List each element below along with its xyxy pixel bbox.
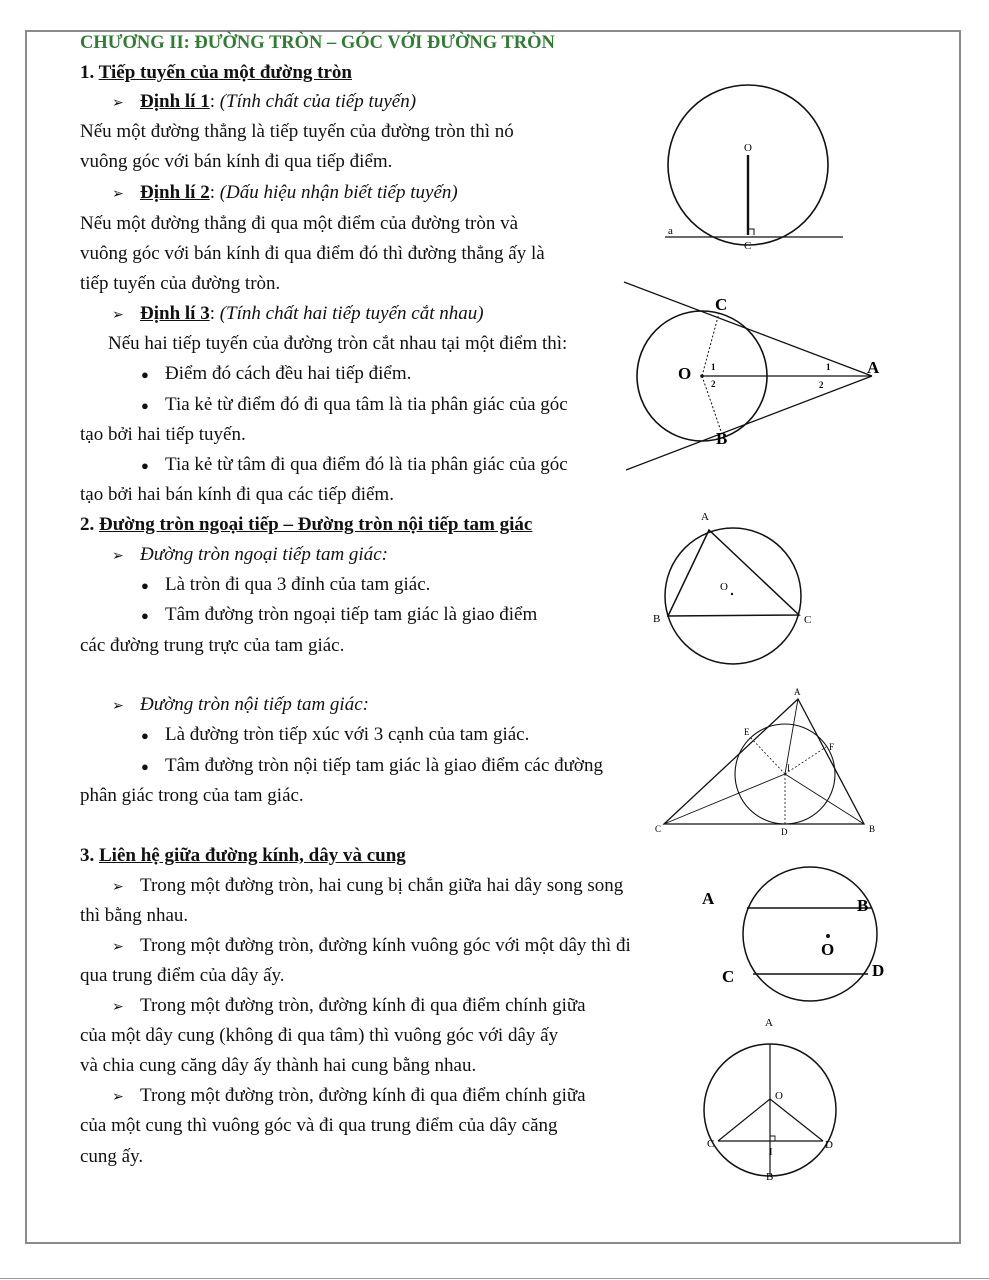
center-point	[700, 374, 704, 378]
section3-title: Liên hệ giữa đường kính, dây và cung	[99, 845, 406, 866]
section3-p1-line1: ➢ Trong một đường tròn, hai cung bị chắn giữa hai dây song song	[112, 874, 623, 900]
right-angle-mark	[770, 1136, 775, 1141]
arrow-bullet-icon: ➢	[112, 308, 124, 323]
section1-number: 1.	[80, 62, 95, 83]
theorem1-text-1: Nếu một đường thẳng là tiếp tuyến của đường tròn thì nó	[80, 121, 514, 142]
section3-p4-line3: cung ấy.	[80, 1146, 144, 1167]
angle-mark-A1: 1	[826, 362, 831, 372]
section3-p3-line1: ➢ Trong một đường tròn, đường kính đi qua điểm chính giữa	[112, 994, 586, 1020]
chapter-title: CHƯƠNG II: ĐƯỜNG TRÒN – GÓC VỚI ĐƯỜNG TRÒN	[80, 33, 555, 53]
label-C: C	[804, 614, 812, 626]
angle-mark-O2: 2	[711, 379, 716, 389]
label-A: A	[867, 358, 880, 377]
radius-OC	[718, 1099, 770, 1141]
figure-two-tangents	[620, 280, 885, 460]
page-bottom-edge	[0, 1278, 989, 1279]
section2-number: 2.	[80, 514, 95, 535]
label-I: I	[769, 1146, 773, 1158]
circle	[665, 528, 801, 664]
label-B: B	[869, 824, 876, 834]
bullet-dot-icon: ●	[141, 608, 149, 623]
section3-p4-line2: của một cung thì vuông góc và đi qua trung điểm của dây căng	[80, 1115, 558, 1136]
circumcircle-bullet-2: ● Tâm đường tròn ngoại tiếp tam giác là giao điểm	[141, 603, 537, 628]
theorem3-bullet-3-cont: tạo bởi hai bán kính đi qua các tiếp điểm.	[80, 484, 394, 505]
label-A: A	[702, 889, 715, 908]
section1-heading	[80, 61, 352, 85]
figure-parallel-chords	[690, 858, 900, 998]
bullet-dot-icon: ●	[141, 398, 149, 413]
circle	[743, 867, 877, 1001]
theorem1-line: ➢ Định lí 1: (Tính chất của tiếp tuyến)	[112, 90, 416, 116]
bisector-B	[785, 774, 864, 824]
arrow-bullet-icon: ➢	[112, 1000, 124, 1015]
circumcircle-bullet-2-cont: các đường trung trực của tam giác.	[80, 635, 345, 656]
figure-tangent-radius	[660, 95, 850, 255]
label-a: a	[668, 225, 673, 237]
theorem3-bullet-3: ● Tia kẻ từ tâm đi qua điểm đó là tia phân giác của góc	[141, 453, 568, 478]
theorem3-intro: Nếu hai tiếp tuyến của đường tròn cắt nhau tại một điểm thì:	[108, 333, 568, 354]
label-C: C	[655, 824, 662, 834]
label-O: O	[720, 581, 728, 593]
arrow-bullet-icon: ➢	[112, 940, 124, 955]
tangent-AC	[624, 282, 872, 376]
arrow-bullet-icon: ➢	[112, 699, 124, 714]
theorem3-note: (Tính chất hai tiếp tuyến cắt nhau)	[219, 303, 484, 324]
bullet-dot-icon: ●	[141, 728, 149, 743]
bullet-dot-icon: ●	[141, 458, 149, 473]
label-O: O	[744, 142, 752, 154]
theorem3-label: Định lí 3	[140, 303, 210, 324]
bullet-dot-icon: ●	[141, 367, 149, 382]
center-point	[731, 593, 733, 595]
label-O: O	[678, 364, 692, 383]
theorem3-bullet-1: ● Điểm đó cách đều hai tiếp điểm.	[141, 362, 411, 387]
radius-IE	[750, 737, 785, 774]
figure-circumcircle	[650, 505, 820, 670]
label-C: C	[707, 1138, 715, 1150]
theorem3-line: ➢ Định lí 3: (Tính chất hai tiếp tuyến cắt nhau)	[112, 302, 484, 328]
theorem3-bullet-2-cont: tạo bởi hai tiếp tuyến.	[80, 424, 246, 445]
label-C: C	[744, 240, 752, 252]
label-A: A	[701, 511, 709, 523]
theorem2-text-3: tiếp tuyến của đường tròn.	[80, 273, 281, 294]
label-A: A	[765, 1017, 773, 1029]
label-D: D	[781, 827, 788, 837]
bisector-C	[664, 774, 785, 824]
section3-p2-line1: ➢ Trong một đường tròn, đường kính vuông góc với một dây thì đi	[112, 934, 631, 960]
angle-mark-A2: 2	[819, 380, 824, 390]
section2-title: Đường tròn ngoại tiếp – Đường tròn nội tiếp tam giác	[99, 514, 533, 535]
label-C: C	[715, 295, 728, 314]
label-C: C	[722, 967, 735, 986]
label-A: A	[794, 687, 801, 697]
section2-heading	[80, 513, 532, 537]
bullet-dot-icon: ●	[141, 578, 149, 593]
section3-heading	[80, 844, 406, 868]
theorem2-line: ➢ Định lí 2: (Dấu hiệu nhận biết tiếp tuyến)	[112, 181, 458, 207]
theorem1-note: (Tính chất của tiếp tuyến)	[219, 91, 417, 112]
theorem2-text-1: Nếu một đường thẳng đi qua một điểm của đường tròn và	[80, 213, 519, 234]
theorem1-label: Định lí 1	[140, 91, 210, 112]
section3-p1-line2: thì bằng nhau.	[80, 905, 189, 926]
label-O: O	[821, 940, 835, 959]
theorem1-text-2: vuông góc với bán kính đi qua tiếp điểm.	[80, 151, 393, 172]
figure-diameter-chord	[695, 1012, 845, 1187]
label-F: F	[829, 742, 835, 752]
arrow-bullet-icon: ➢	[112, 96, 124, 111]
theorem2-note: (Dấu hiệu nhận biết tiếp tuyến)	[219, 182, 458, 203]
incircle-label: ➢ Đường tròn nội tiếp tam giác:	[112, 693, 369, 719]
incircle-bullet-2-cont: phân giác trong của tam giác.	[80, 785, 304, 806]
section3-p4-line1: ➢ Trong một đường tròn, đường kính đi qua điểm chính giữa	[112, 1084, 586, 1110]
angle-mark-O1: 1	[711, 362, 716, 372]
label-B: B	[766, 1171, 774, 1183]
theorem2-label: Định lí 2	[140, 182, 210, 203]
triangle	[668, 530, 799, 616]
section3-number: 3.	[80, 845, 95, 866]
label-B: B	[653, 613, 661, 625]
circumcircle-label: ➢ Đường tròn ngoại tiếp tam giác:	[112, 543, 388, 569]
radius-OD	[770, 1099, 823, 1141]
label-B: B	[716, 429, 728, 448]
figure-incircle	[652, 685, 882, 840]
label-O: O	[775, 1090, 783, 1102]
label-E: E	[744, 727, 750, 737]
label-D: D	[825, 1139, 833, 1151]
incircle-bullet-2: ● Tâm đường tròn nội tiếp tam giác là giao điểm các đường	[141, 754, 658, 779]
section3-p3-line2: của một dây cung (không đi qua tâm) thì vuông góc với dây ấy	[80, 1025, 559, 1046]
label-B: B	[857, 896, 869, 915]
bullet-dot-icon: ●	[141, 759, 149, 774]
section3-p2-line2: qua trung điểm của dây ấy.	[80, 965, 285, 986]
tangent-AB	[626, 376, 872, 470]
label-D: D	[872, 961, 885, 980]
circumcircle-bullet-1: ● Là tròn đi qua 3 đỉnh của tam giác.	[141, 573, 430, 598]
radius-IF	[785, 747, 826, 774]
arrow-bullet-icon: ➢	[112, 880, 124, 895]
center-point	[826, 934, 830, 938]
section1-title: Tiếp tuyến của một đường tròn	[98, 62, 352, 83]
incircle-bullet-1: ● Là đường tròn tiếp xúc với 3 cạnh của tam giác.	[141, 723, 529, 748]
section3-p3-line3: và chia cung căng dây ấy thành hai cung bằng nhau.	[80, 1055, 477, 1076]
arrow-bullet-icon: ➢	[112, 549, 124, 564]
theorem2-text-2: vuông góc với bán kính đi qua điểm đó thì đường thẳng ấy là	[80, 243, 545, 264]
arrow-bullet-icon: ➢	[112, 1090, 124, 1105]
theorem3-bullet-2: ● Tia kẻ từ điểm đó đi qua tâm là tia phân giác của góc	[141, 393, 568, 418]
label-I: I	[787, 763, 790, 773]
arrow-bullet-icon: ➢	[112, 187, 124, 202]
